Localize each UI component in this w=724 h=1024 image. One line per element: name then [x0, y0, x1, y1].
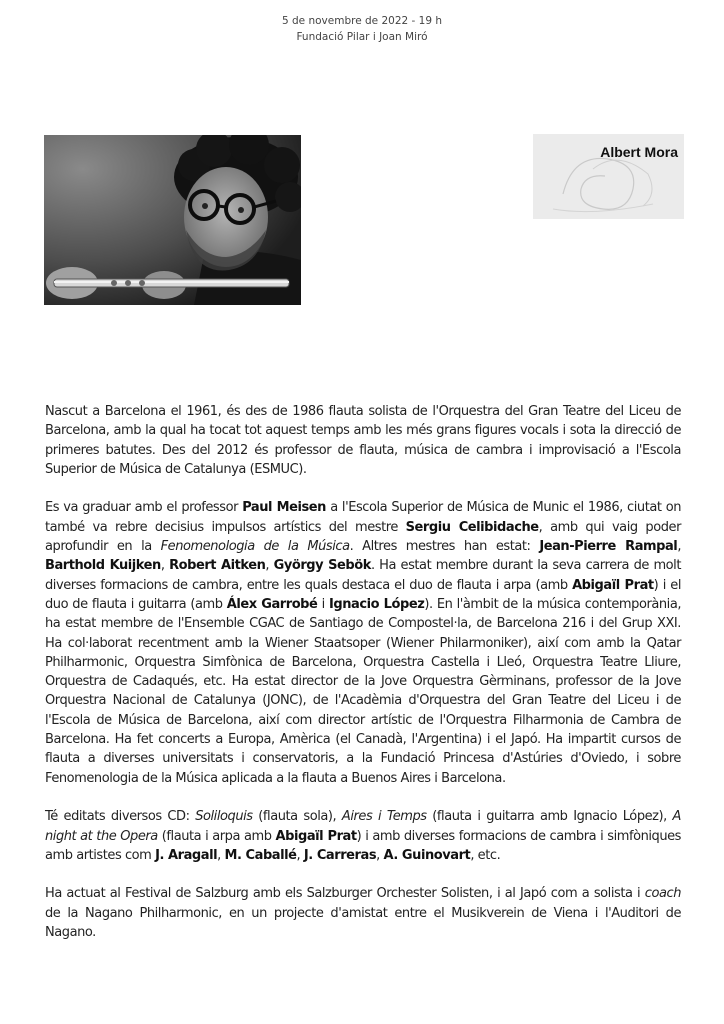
teacher-name: György Sebök [273, 558, 371, 574]
artist-name: Ignacio López [328, 596, 425, 612]
teacher-name: Jean-Pierre Rampal [539, 539, 678, 555]
artist-name: M. Caballé [224, 847, 297, 863]
header [0, 13, 724, 45]
biography [45, 402, 681, 962]
album-title: Soliloquis [195, 809, 253, 825]
name-card [533, 134, 684, 219]
album-title: A night at the Opera [45, 809, 681, 844]
artist-name: Abigaïl Prat [572, 577, 654, 593]
concert-venue: Fundació Pilar i Joan Miró [296, 31, 428, 43]
book-title: Fenomenologia de la Música [160, 539, 350, 555]
teacher-name: Barthold Kuijken [45, 558, 161, 574]
concert-date: 5 de novembre de 2022 - 19 h [281, 15, 442, 27]
portrait-photo-icon [44, 135, 301, 305]
bio-paragraph-3: Té editats diversos CD: Soliloquis (flauta sola), Aires i Temps (flauta i guitarra amb Ignacio López), A night at the Opera (flauta i arpa amb Abigaïl Prat) i amb diverses formacions de cambra i simfòniques amb artistes com J. Aragall, M. Caballé, J. Carreras, A. Guinovart, etc. [45, 809, 681, 863]
teacher-name: Robert Aitken [169, 558, 266, 574]
bio-paragraph-1: Nascut a Barcelona el 1961, és des de 1986 flauta solista de l'Orquestra del Gran Teatre del Liceu de Barcelona, amb la qual ha tocat tot aquest temps amb les més grans figures vocals i sota la direcció de primeres batutes. Des del 2012 és professor de flauta, música de cambra i improvisació a l'Escola Superior de Música de Catalunya (ESMUC). [45, 404, 681, 477]
artist-name: J. Aragall [155, 847, 218, 863]
teacher-name: Sergiu Celibidache [405, 519, 539, 535]
performer-name: Albert Mora [600, 144, 678, 160]
bio-paragraph-2: Es va graduar amb el professor Paul Meisen a l'Escola Superior de Música de Munic el 1986, ciutat on també va rebre decisius impulsos artístics del mestre Sergiu Celibidache, amb qui vaig poder aprofundir en la Fenomenologia de la Música. Altres mestres han estat: Jean-Pierre Rampal, Barthold Kuijken, Robert Aitken, György Sebök. Ha estat membre durant la seva carrera de molt diverses formacions de cambra, entre les quals destaca el duo de flauta i arpa (amb Abigaïl Prat) i el duo de flauta i guitarra (amb Álex Garrobé i Ignacio López). En l'àmbit de la música contemporània, ha estat membre de l'Ensemble CGAC de Santiago de Compostel·la, de Barcelona 216 i del Grup XXI. Ha col·laborat recentment amb la Wiener Staatsoper (Wiener Philarmoniker), així com amb la Qatar Philharmonic, Orquestra Simfònica de Barcelona, Orquestra Castella i Lleó, Orquestra Teatre Lliure, Orquestra de Cadaqués, etc. Ha estat director de la Jove Orquestra Gèrminans, professor de la Jove Orquestra Nacional de Catalunya (JONC), de l'Acadèmia d'Orquestra del Gran Teatre del Liceu i de l'Escola de Música de Barcelona, així com director artístic de l'Orquestra Filharmonia de Cambra de Barcelona. Ha fet concerts a Europa, Amèrica (el Canadà, l'Argentina) i el Japó. Ha impartit cursos de flauta a diverses universitats i conservatoris, a la Fundació Princesa d'Astúries d'Oviedo, i sobre Fenomenologia de la Música aplicada a la flauta a Buenos Aires i Barcelona. [45, 500, 682, 786]
artist-name: A. Guinovart [383, 847, 471, 863]
album-title: Aires i Temps [341, 809, 427, 825]
artist-name: Álex Garrobé [226, 596, 318, 612]
teacher-name: Paul Meisen [242, 500, 326, 516]
role-term: coach [644, 886, 681, 902]
bio-paragraph-4: Ha actuat al Festival de Salzburg amb els Salzburger Orchester Solisten, i al Japó com a solista i coach de la Nagano Philharmonic, en un projecte d'amistat entre el Musikverein de Viena i l'Auditori de Nagano. [45, 886, 681, 941]
artist-name: Abigaïl Prat [275, 828, 357, 844]
artist-name: J. Carreras [303, 847, 377, 863]
